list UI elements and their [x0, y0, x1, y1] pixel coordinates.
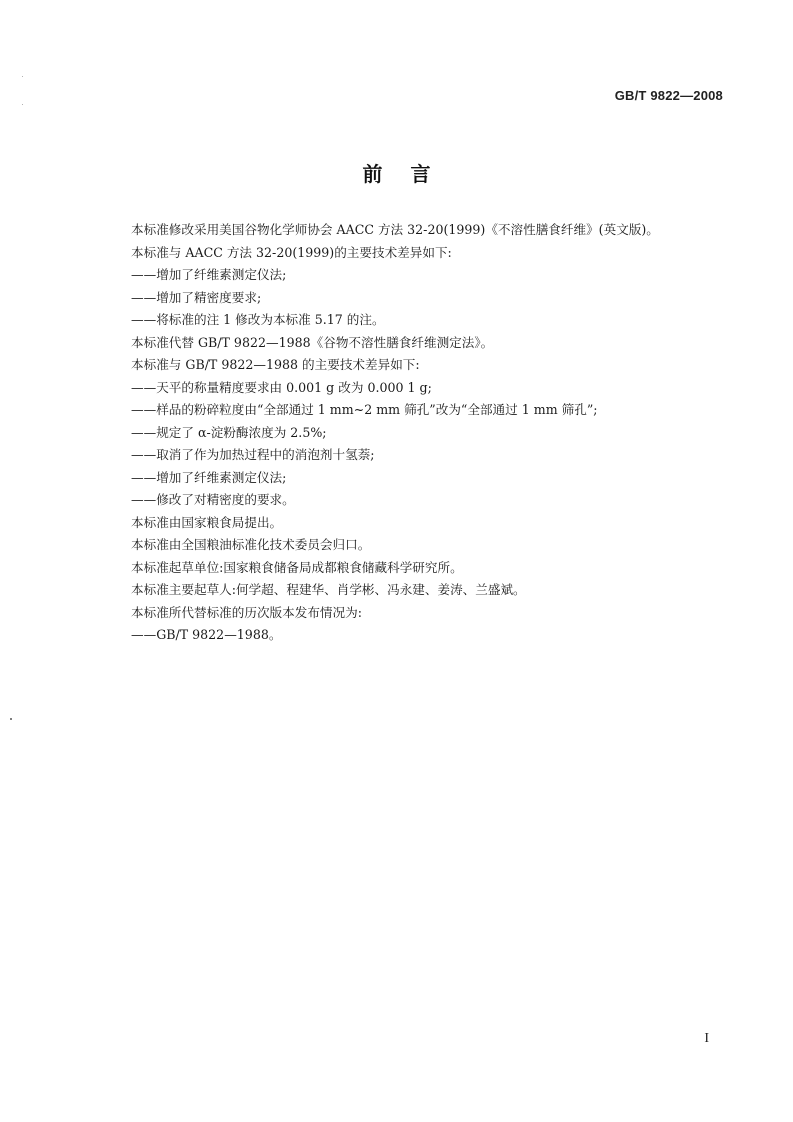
page-title: 前言	[362, 162, 459, 186]
gbt-difference-item: ——增加了纤维素测定仪法;	[131, 469, 287, 485]
scan-speck	[22, 76, 23, 77]
page-number: I	[704, 1031, 709, 1046]
proposer-line: 本标准由国家粮食局提出。	[131, 514, 283, 530]
scan-speck	[22, 104, 23, 105]
replacement-line: 本标准代替 GB/T 9822—1988《谷物不溶性膳食纤维测定法》。	[131, 334, 494, 350]
aacc-difference-item: ——增加了精密度要求;	[131, 289, 262, 305]
gbt-difference-item: ——取消了作为加热过程中的消泡剂十氢萘;	[131, 447, 375, 462]
drafters-line: 本标准主要起草人:何学超、程建华、肖学彬、冯永建、姜涛、兰盛斌。	[131, 582, 526, 597]
standard-code-header: GB/T 9822—2008	[614, 88, 723, 103]
scan-speck	[10, 718, 12, 720]
gbt-difference-item: ——规定了 α-淀粉酶浓度为 2.5%;	[131, 424, 327, 440]
intro-line-adoption: 本标准修改采用美国谷物化学师协会 AACC 方法 32-20(1999)《不溶性膳食纤维》(英文版)。	[131, 222, 659, 237]
previous-editions-heading: 本标准所代替标准的历次版本发布情况为:	[131, 604, 362, 620]
drafting-unit-line: 本标准起草单位:国家粮食储备局成都粮食储藏科学研究所。	[131, 559, 463, 575]
gbt-differences-heading: 本标准与 GB/T 9822—1988 的主要技术差异如下:	[131, 357, 420, 372]
aacc-difference-item: ——增加了纤维素测定仪法;	[131, 267, 287, 282]
gbt-difference-item: ——修改了对精密度的要求。	[131, 492, 295, 507]
document-body	[131, 219, 731, 647]
aacc-difference-item: ——将标准的注 1 修改为本标准 5.17 的注。	[131, 312, 385, 327]
gbt-difference-item: ——样品的粉碎粒度由“全部通过 1 mm~2 mm 筛孔”改为“全部通过 1 mm 筛孔”;	[131, 402, 598, 417]
previous-edition-item: ——GB/T 9822—1988。	[131, 627, 282, 642]
centralized-by-line: 本标准由全国粮油标准化技术委员会归口。	[131, 537, 371, 552]
aacc-differences-heading: 本标准与 AACC 方法 32-20(1999)的主要技术差异如下:	[131, 244, 452, 260]
gbt-difference-item: ——天平的称量精度要求由 0.001 g 改为 0.000 1 g;	[131, 379, 432, 395]
